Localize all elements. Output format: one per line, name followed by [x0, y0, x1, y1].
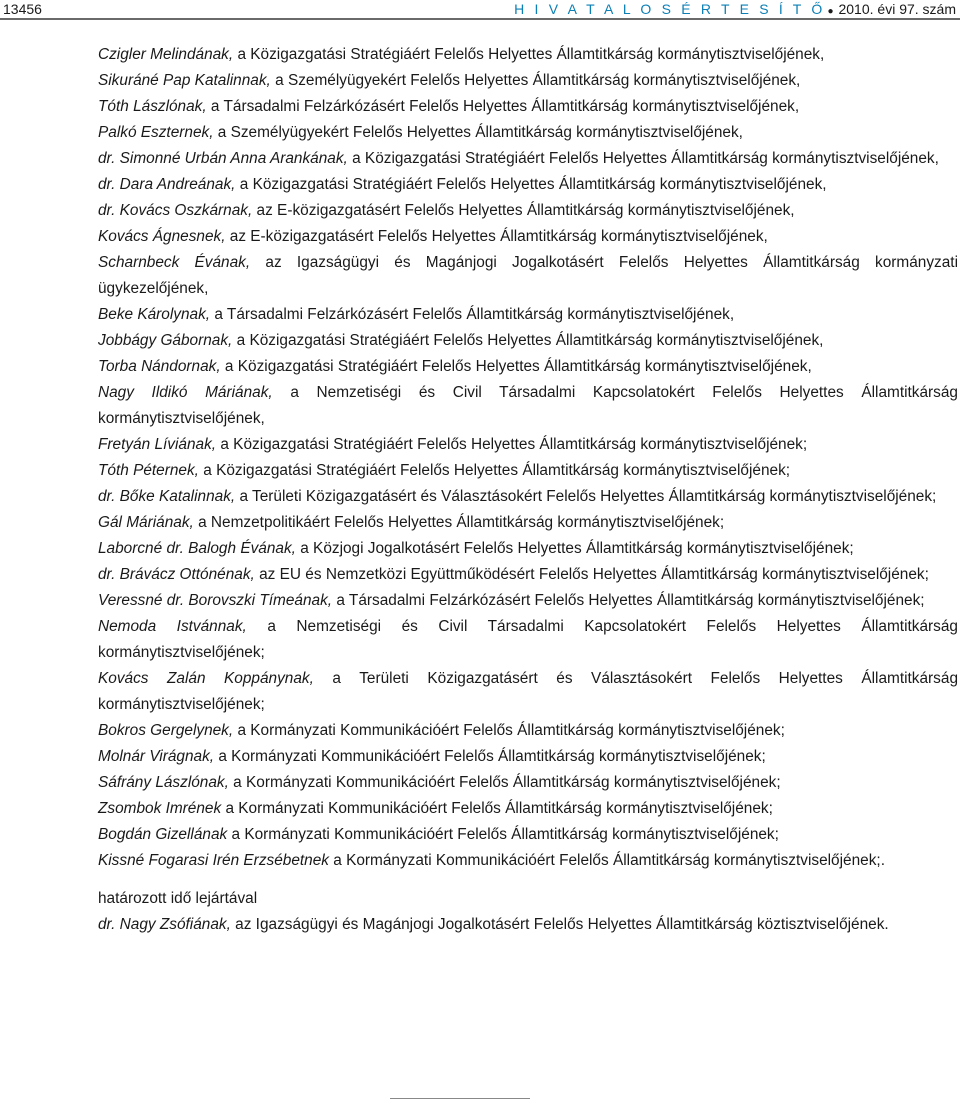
list-item [98, 614, 958, 666]
position-text: a Területi Közigazgatásért és Választásokért Felelős Helyettes Államtitkárság kormánytisztviselőjének; [235, 488, 937, 505]
position-text: a Közigazgatási Stratégiáért Felelős Helyettes Államtitkárság kormánytisztviselőjének, [220, 358, 812, 375]
list-item [98, 432, 958, 458]
list-item [98, 588, 958, 614]
list-item [98, 744, 958, 770]
person-name: Fretyán Líviának, [98, 436, 217, 453]
position-text: a Kormányzati Kommunikációért Felelős Államtitkárság kormánytisztviselőjének; [214, 748, 766, 765]
position-text: a Kormányzati Kommunikációért Felelős Államtitkárság kormánytisztviselőjének; [227, 826, 779, 843]
list-item [98, 822, 958, 848]
position-text: a Területi Közigazgatásért és Választásokért Felelős Helyettes Államtitkárság kormánytisztviselőjének; [98, 670, 958, 713]
list-item [98, 224, 958, 250]
person-name: Nagy Ildikó Máriának, [98, 384, 273, 401]
position-text: a Közigazgatási Stratégiáért Felelős Helyettes Államtitkárság kormánytisztviselőjének, [235, 176, 827, 193]
position-text: a Közigazgatási Stratégiáért Felelős Helyettes Államtitkárság kormánytisztviselőjének, [233, 46, 825, 63]
position-text: a Kormányzati Kommunikációért Felelős Államtitkárság kormánytisztviselőjének; [221, 800, 773, 817]
position-text: a Kormányzati Kommunikációért Felelős Államtitkárság kormánytisztviselőjének; [233, 722, 785, 739]
list-item [98, 146, 958, 172]
list-item [98, 250, 958, 302]
position-text: az E-közigazgatásért Felelős Helyettes Államtitkárság kormánytisztviselőjének, [225, 228, 768, 245]
position-text: a Nemzetiségi és Civil Társadalmi Kapcsolatokért Felelős Helyettes Államtitkárság kormánytisztviselőjének, [98, 384, 958, 427]
person-name: dr. Brávácz Ottónénak, [98, 566, 255, 583]
person-name: Sikuráné Pap Katalinnak, [98, 72, 271, 89]
section-gap [98, 874, 958, 886]
person-name: dr. Bőke Katalinnak, [98, 488, 236, 505]
list-item [98, 120, 958, 146]
position-text: a Nemzetpolitikáért Felelős Helyettes Államtitkárság kormánytisztviselőjének; [193, 514, 725, 531]
bullet-separator-icon: ● [827, 6, 834, 17]
position-text: az Igazságügyi és Magánjogi Jogalkotásért Felelős Helyettes Államtitkárság kormányzati ügykezelőjének, [98, 254, 958, 297]
person-name: Tóth Lászlónak, [98, 98, 207, 115]
position-text: a Közjogi Jogalkotásért Felelős Helyettes Államtitkárság kormánytisztviselőjének; [295, 540, 854, 557]
final-entry [98, 912, 958, 938]
person-name: Bokros Gergelynek, [98, 722, 234, 739]
list-item [98, 302, 958, 328]
person-name: Czigler Melindának, [98, 46, 234, 63]
page-header [0, 0, 960, 26]
position-text: a Közigazgatási Stratégiáért Felelős Helyettes Államtitkárság kormánytisztviselőjének; [216, 436, 808, 453]
person-name: Gál Máriának, [98, 514, 194, 531]
entry-list [98, 42, 958, 874]
position-text: a Kormányzati Kommunikációért Felelős Államtitkárság kormánytisztviselőjének;. [328, 852, 885, 869]
person-name: Scharnbeck Évának, [98, 254, 251, 271]
position-text: a Társadalmi Felzárkózásért Felelős Államtitkárság kormánytisztviselőjének, [210, 306, 735, 323]
position-text: a Közigazgatási Stratégiáért Felelős Helyettes Államtitkárság kormánytisztviselőjének; [198, 462, 791, 479]
list-item [98, 796, 958, 822]
page-number: 13456 [3, 1, 42, 17]
person-name: Kovács Zalán Koppánynak, [98, 670, 314, 687]
person-name: Sáfrány Lászlónak, [98, 774, 229, 791]
list-item [98, 484, 958, 510]
person-name: Tóth Péternek, [98, 462, 199, 479]
position-text: az EU és Nemzetközi Együttműködésért Felelős Helyettes Államtitkárság kormánytisztviselőjének; [254, 566, 929, 583]
person-name: Laborcné dr. Balogh Évának, [98, 540, 296, 557]
list-item [98, 198, 958, 224]
position-text: a Társadalmi Felzárkózásért Felelős Helyettes Államtitkárság kormánytisztviselőjének; [332, 592, 925, 609]
position-text: a Kormányzati Kommunikációért Felelős Államtitkárság kormánytisztviselőjének; [228, 774, 781, 791]
journal-title [514, 2, 956, 19]
list-item [98, 68, 958, 94]
person-name: dr. Dara Andreának, [98, 176, 236, 193]
person-name: Veressné dr. Borovszki Tímeának, [98, 592, 333, 609]
list-item [98, 536, 958, 562]
person-name: dr. Kovács Oszkárnak, [98, 202, 253, 219]
position-text: a Közigazgatási Stratégiáért Felelős Helyettes Államtitkárság kormánytisztviselőjének, [347, 150, 939, 167]
position-text: a Közigazgatási Stratégiáért Felelős Helyettes Államtitkárság kormánytisztviselőjének, [232, 332, 824, 349]
list-item [98, 848, 958, 874]
journal-name: H I V A T A L O S É R T E S Í T Ő [514, 1, 826, 17]
list-item [98, 94, 958, 120]
list-item [98, 510, 958, 536]
list-item [98, 380, 958, 432]
person-name: dr. Nagy Zsófiának, [98, 916, 231, 933]
list-item [98, 328, 958, 354]
position-text: a Személyügyekért Felelős Helyettes Államtitkárság kormánytisztviselőjének, [213, 124, 743, 141]
position-text: a Személyügyekért Felelős Helyettes Államtitkárság kormánytisztviselőjének, [270, 72, 801, 89]
list-item [98, 562, 958, 588]
list-item [98, 666, 958, 718]
list-item [98, 354, 958, 380]
person-name: dr. Simonné Urbán Anna Arankának, [98, 150, 348, 167]
list-item [98, 458, 958, 484]
list-item [98, 172, 958, 198]
person-name: Bogdán Gizellának [98, 826, 228, 843]
person-name: Torba Nándornak, [98, 358, 221, 375]
header-rule [0, 18, 960, 20]
person-name: Palkó Eszternek, [98, 124, 214, 141]
list-item [98, 718, 958, 744]
list-item [98, 42, 958, 68]
issue-label: 2010. évi 97. szám [838, 1, 956, 17]
person-name: Jobbágy Gábornak, [98, 332, 233, 349]
position-text: az E-közigazgatásért Felelős Helyettes Államtitkárság kormánytisztviselőjének, [252, 202, 795, 219]
position-text: a Nemzetiségi és Civil Társadalmi Kapcsolatokért Felelős Helyettes Államtitkárság kormánytisztviselőjének; [98, 618, 958, 661]
document-body [98, 42, 958, 938]
person-name: Kovács Ágnesnek, [98, 228, 226, 245]
person-name: Molnár Virágnak, [98, 748, 215, 765]
position-text: a Társadalmi Felzárkózásért Felelős Helyettes Államtitkárság kormánytisztviselőjének, [206, 98, 800, 115]
subheading: határozott idő lejártával [98, 890, 258, 907]
person-name: Zsombok Imrének [98, 800, 222, 817]
person-name: Nemoda Istvánnak, [98, 618, 247, 635]
list-item [98, 770, 958, 796]
person-name: Beke Károlynak, [98, 306, 211, 323]
person-name: Kissné Fogarasi Irén Erzsébetnek [98, 852, 329, 869]
footer-rule [390, 1098, 530, 1099]
position-text: az Igazságügyi és Magánjogi Jogalkotásért Felelős Helyettes Államtitkárság köztisztviselőjének. [230, 916, 889, 933]
